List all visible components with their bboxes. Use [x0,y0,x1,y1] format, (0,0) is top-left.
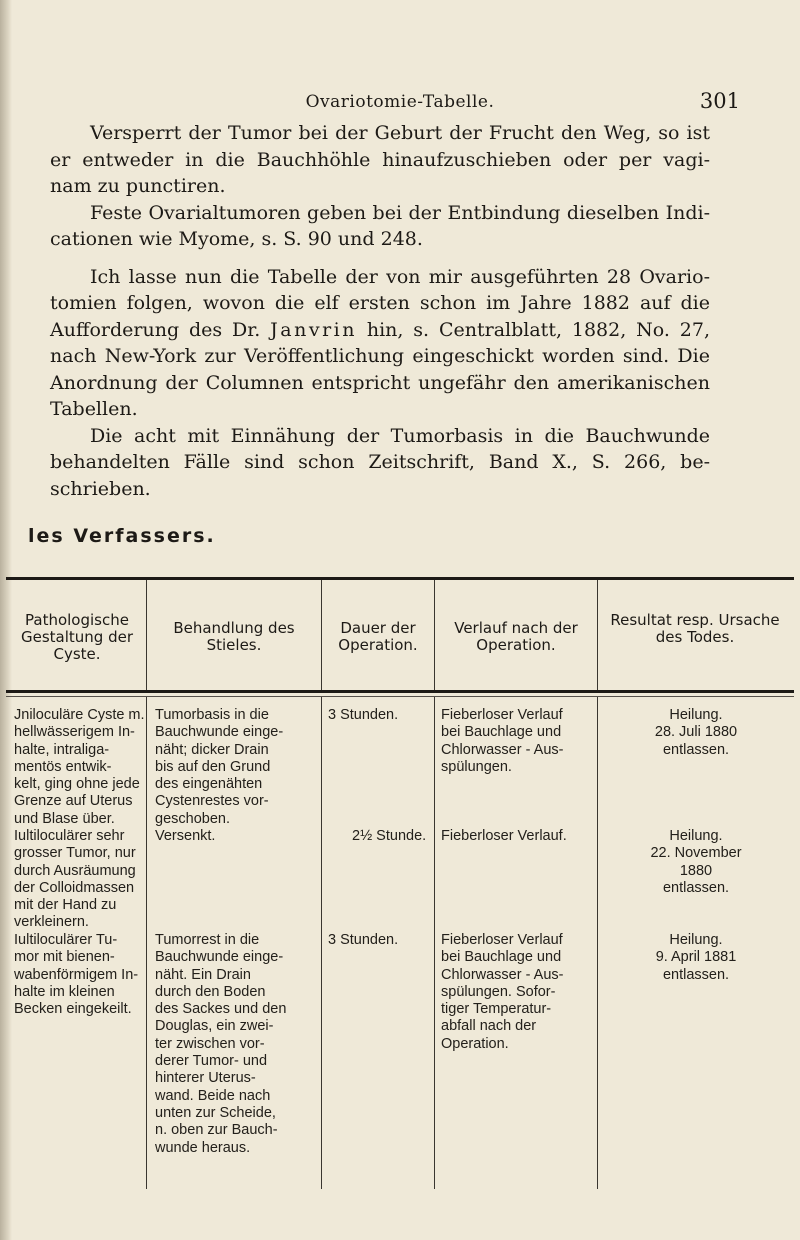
column-header-course: Verlauf nach der Operation. [454,619,578,654]
paragraph-3-start: Ich lasse nun die Tabelle der von mir ausgeführten 28 Ovario- tomien folgen, wovon die elf ersten schon im Jahre 1882 auf die Aufforderung des Dr. [50,265,710,341]
cell-result-row-1: Heilung. 28. Juli 1880 entlassen. [654,707,738,758]
page-number: 301 [699,89,740,113]
column-header-treatment: Behandlung des Stieles. [173,619,295,654]
column-divider [321,580,322,690]
cell-duration-row-2: 2½ Stunde. [352,828,427,844]
column-divider [597,697,598,1189]
paragraph-1: Versperrt der Tumor bei der Geburt der Frucht den Weg, so ist er entweder in die Bauchhöhle hinaufzuschieben oder per vagi- nam zu punctiren. [50,122,710,197]
paragraph-4: Die acht mit Einnähung der Tumorbasis in die Bauchwunde behandelten Fälle sind schon Zeitschrift, Band X., S. 266, be- schrieben. [50,424,710,500]
cell-treatment-row-1: Tumorbasis in die Bauchwunde einge- näht; dicker Drain bis auf den Grund des eingenähten Cystenrestes vor- geschoben. [155,707,284,827]
column-divider [434,697,435,1189]
cell-course-row-2: Fieberloser Verlauf. [441,828,567,844]
table-title: les Verfassers. [28,525,216,547]
column-header-result: Resultat resp. Ursache des Todes. [610,611,780,646]
cell-course-row-3: Fieberloser Verlauf bei Bauchlage und Chlorwasser - Aus- spülungen. Sofor- tiger Temperatur- abfall nach der Operation. [441,932,564,1052]
column-divider [146,580,147,690]
header-rule-thin [6,696,794,697]
column-header-duration: Dauer der Operation. [338,619,418,654]
header-rule [6,690,794,693]
cell-pathology-row-1: Jniloculäre Cyste m. hellwässerigem In- halte, intraliga- mentös entwik- kelt, ging ohne jede Grenze auf Uterus und Blase über. [14,707,145,827]
paragraph-3-end: hin, s. Centralblatt, 1882, No. 27, nach New-York zur Veröffentlichung eingeschickt worden sind. Die Anordnung der Columnen entspricht ungefähr den amerikanischen Tabellen. [50,318,710,420]
body-text [50,120,710,502]
running-title: Ovariotomie-Tabelle. [305,92,495,112]
cell-course-row-1: Fieberloser Verlauf bei Bauchlage und Chlorwasser - Aus- spülungen. [441,707,564,775]
cell-treatment-row-3: Tumorrest in die Bauchwunde einge- näht. Ein Drain durch den Boden des Sackes und den Douglas, ein zwei- ter zwischen vor- derer Tumor- und hinterer Uterus- wand. Beide nach unten zur Scheide, n. oben zur Bauch- wunde heraus. [155,932,287,1156]
cell-treatment-row-2: Versenkt. [155,828,216,844]
cell-duration-row-3: 3 Stunden. [328,932,399,948]
column-divider [597,580,598,690]
cell-pathology-row-2: Iultiloculärer sehr grosser Tumor, nur durch Ausräumung der Colloidmassen mit der Hand zu verkleinern. [14,828,136,931]
paragraph-2: Feste Ovarialtumoren geben bei der Entbindung dieselben Indi- cationen wie Myome, s. S. 90 und 248. [50,201,710,250]
column-header-pathology: Pathologische Gestaltung der Cyste. [20,611,133,663]
author-name: Janvrin [270,318,357,341]
cell-result-row-3: Heilung. 9. April 1881 entlassen. [655,932,737,983]
cell-result-row-2: Heilung. 22. November 1880 entlassen. [650,828,742,896]
table-top-rule [6,577,794,580]
cell-duration-row-1: 3 Stunden. [328,707,399,723]
column-divider [434,580,435,690]
column-divider [321,697,322,1189]
paragraph-3 [50,264,710,423]
page-header [0,89,800,116]
cell-pathology-row-3: Iultiloculärer Tu- mor mit bienen- wabenförmigem In- halte im kleinen Becken eingekeilt. [14,932,139,1018]
column-divider [146,697,147,1189]
